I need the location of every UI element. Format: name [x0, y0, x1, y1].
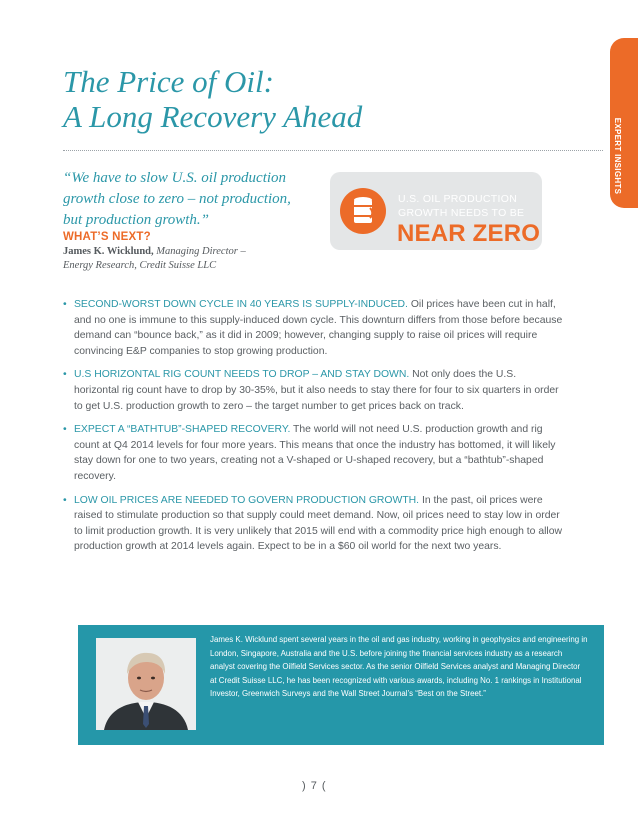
- callout-line1: U.S. OIL PRODUCTION: [398, 193, 518, 205]
- author-name: James K. Wicklund,: [63, 246, 154, 257]
- list-item-heading: LOW OIL PRICES ARE NEEDED TO GOVERN PRODUCTION GROWTH.: [74, 494, 420, 506]
- list-item-text: Oil prices have been cut in half, and no one is immune to this supply-induced down cycle. This downturn differs from those before because demand can “bounce back,” as it did in 2009; however, changing supply to raise oil prices will require convincing E&P companies to stop growing production.: [74, 299, 563, 357]
- section-tab-label: EXPERT INSIGHTS: [613, 117, 622, 195]
- author-byline: [63, 245, 246, 273]
- list-item-heading: U.S HORIZONTAL RIG COUNT NEEDS TO DROP – AND STAY DOWN.: [74, 369, 410, 381]
- list-item-text: In the past, oil prices were raised to stimulate production so that supply could meet demand. Now, oil prices need to stay low in order to limit production growth. It is very unlikely that 2015 will end with a commodity price high enough to allow production growth at 2014 levels again. Expect to be in a $60 oil world for the next two years.: [74, 494, 563, 553]
- author-bio-box: [78, 625, 604, 745]
- list-item-text: The world will not need U.S. production growth and rig count at Q4 2014 levels for four more years. This means that once the industry has bottomed, it will likely stay down for one to two years, creating not a V-shaped or U-shaped recovery, but a “bathtub”-shaped recovery.: [74, 424, 556, 482]
- pull-quote-line2: growth close to zero – not production,: [63, 191, 291, 207]
- pull-quote: [63, 168, 333, 231]
- page-title-line2: A Long Recovery Ahead: [63, 99, 363, 134]
- page-number-value: 7: [310, 780, 318, 792]
- author-bio-text: James K. Wicklund spent several years in the oil and gas industry, working in geophysics and engineering in London, Singapore, Australia and the U.S. before joining the financial services industry as a research analyst covering the Oilfield Services sector. As the senior Oilfield Services analyst and Managing Director at Credit Suisse LLC, he has been recognized with various awards, including No. 1 rankings in Institutional Investor, Greenwich Surveys and the Wall Street Journal’s “Best on the Street.”: [210, 635, 588, 699]
- list-item-text: Not only does the U.S. horizontal rig count have to drop by 30-35%, but it also needs to stay there for four to six quarters in order to get U.S. production growth to zero – the target number to get prices back on track.: [74, 369, 559, 412]
- callout-box: [330, 172, 542, 250]
- page-title: [63, 64, 362, 134]
- callout-line2: GROWTH NEEDS TO BE: [398, 207, 525, 219]
- callout-headline: NEAR ZERO: [397, 220, 541, 247]
- dotted-divider: [63, 150, 603, 151]
- section-heading: WHAT’S NEXT?: [63, 231, 151, 243]
- pull-quote-line3: but production growth.”: [63, 212, 209, 228]
- oil-barrel-icon: [340, 188, 386, 234]
- insight-list: [63, 297, 563, 563]
- list-item-heading: SECOND-WORST DOWN CYCLE IN 40 YEARS IS SUPPLY-INDUCED.: [74, 299, 408, 310]
- list-item: [63, 297, 563, 359]
- list-item: [63, 422, 563, 484]
- author-org: Energy Research, Credit Suisse LLC: [63, 260, 217, 271]
- list-item-heading: EXPECT A “BATHTUB”-SHAPED RECOVERY.: [74, 424, 291, 436]
- section-tab: [610, 38, 638, 208]
- author-photo: [96, 638, 196, 730]
- list-item: [63, 367, 563, 414]
- author-role: Managing Director –: [156, 246, 246, 257]
- page-title-line1: The Price of Oil:: [63, 64, 274, 99]
- list-item: [63, 493, 563, 555]
- page-number: ) 7 (: [302, 780, 327, 792]
- pull-quote-line1: “We have to slow U.S. oil production: [63, 170, 287, 186]
